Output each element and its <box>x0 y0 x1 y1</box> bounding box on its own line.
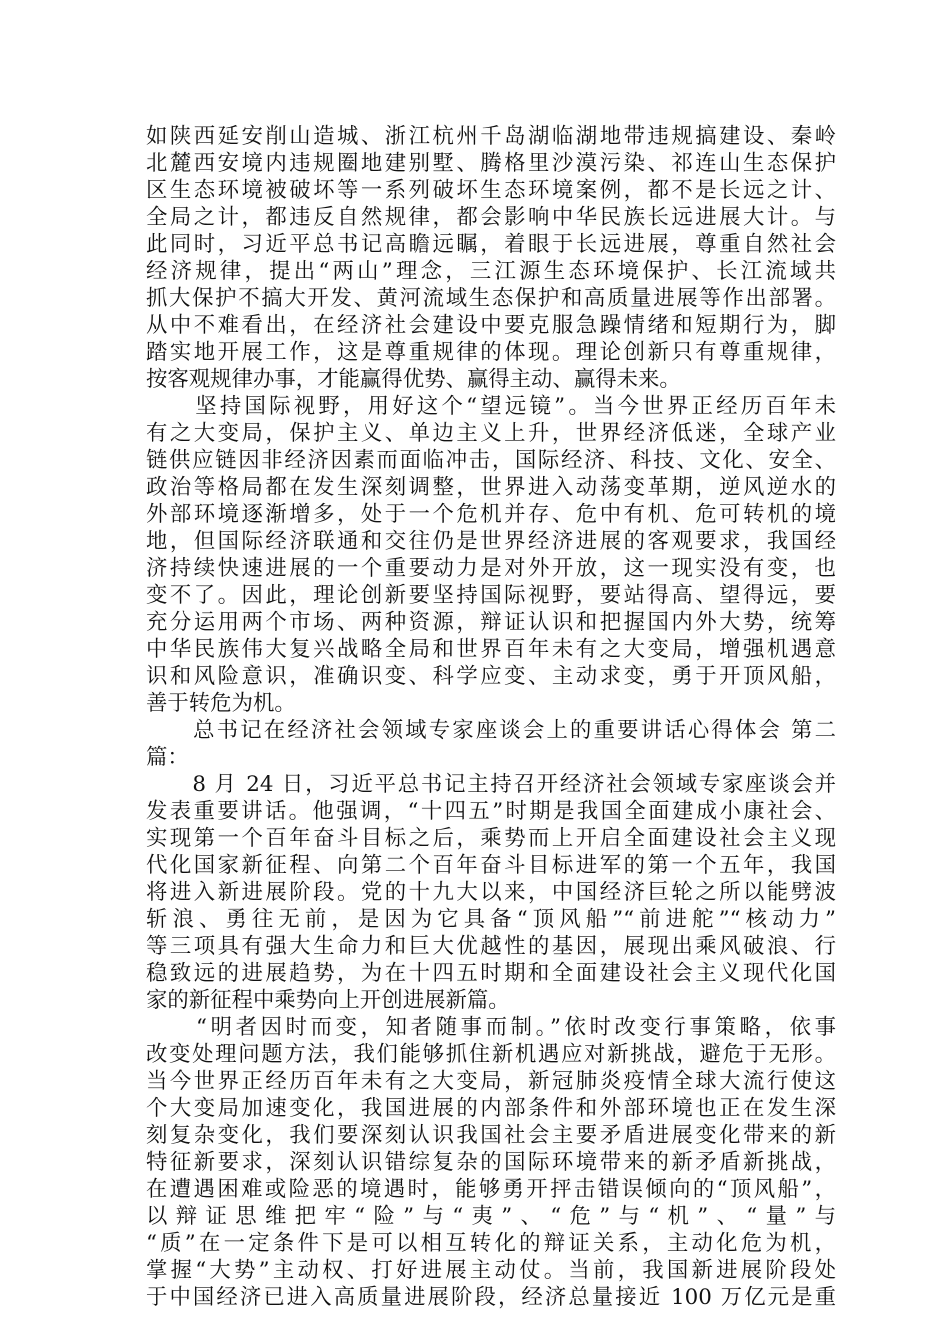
text-line: 识和风险意识，准确识变、科学应变、主动求变，勇于开顶风船， <box>146 664 836 689</box>
text-line: 改变处理问题方法，我们能够抓住新机遇应对新挑战，避危于无形。 <box>146 1042 836 1067</box>
text-line: “明者因时而变，知者随事而制。”依时改变行事策略，依事 <box>146 1015 836 1040</box>
text-line: 总书记在经济社会领域专家座谈会上的重要讲话心得体会 第二 <box>146 718 836 743</box>
text-line: 充分运用两个市场、两种资源，辩证认识和把握国内外大势，统筹 <box>146 610 836 635</box>
text-line: 个大变局加速变化，我国进展的内部条件和外部环境也正在发生深 <box>146 1096 836 1121</box>
text-line: 济持续快速进展的一个重要动力是对外开放，这一现实没有变，也 <box>146 556 836 581</box>
text-line: 刻复杂变化，我们要深刻认识我国社会主要矛盾进展变化带来的新 <box>146 1123 836 1148</box>
text-line: 链供应链因非经济因素而面临冲击，国际经济、科技、文化、安全、 <box>146 448 836 473</box>
text-line: 按客观规律办事，才能赢得优势、赢得主动、赢得未来。 <box>146 367 681 392</box>
text-line: 家的新征程中乘势向上开创进展新篇。 <box>146 988 510 1013</box>
text-line: 踏实地开展工作，这是尊重规律的体现。理论创新只有尊重规律， <box>146 340 836 365</box>
text-line: 此同时，习近平总书记高瞻远瞩，着眼于长远进展，尊重自然社会 <box>146 232 836 257</box>
text-line: 等三项具有强大生命力和巨大优越性的基因，展现出乘风破浪、行 <box>146 934 836 959</box>
text-line: 掌握“大势”主动权、打好进展主动仗。当前，我国新进展阶段处 <box>146 1258 836 1283</box>
text-line: 特征新要求，深刻认识错综复杂的国际环境带来的新矛盾新挑战， <box>146 1150 836 1175</box>
text-line: 中华民族伟大复兴战略全局和世界百年未有之大变局，增强机遇意 <box>146 637 836 662</box>
text-line: 将进入新进展阶段。党的十九大以来，中国经济巨轮之所以能劈波 <box>146 880 836 905</box>
text-line: 有之大变局，保护主义、单边主义上升，世界经济低迷，全球产业 <box>146 421 836 446</box>
text-line: 抓大保护不搞大开发、黄河流域生态保护和高质量进展等作出部署。 <box>146 286 836 311</box>
text-line: 从中不难看出，在经济社会建设中要克服急躁情绪和短期行为，脚 <box>146 313 836 338</box>
text-line: 坚持国际视野，用好这个“望远镜”。当今世界正经历百年未 <box>146 394 836 419</box>
text-line: 区生态环境被破坏等一系列破坏生态环境案例，都不是长远之计、 <box>146 178 836 203</box>
text-line: 在遭遇困难或险恶的境遇时，能够勇开抨击错误倾向的“顶风船”， <box>146 1177 836 1202</box>
text-line: 变不了。因此，理论创新要坚持国际视野，要站得高、望得远，要 <box>146 583 836 608</box>
text-line: 斩浪、勇往无前，是因为它具备“顶风船”“前进舵”“核动力” <box>146 907 836 932</box>
text-line: 外部环境逐渐增多，处于一个危机并存、危中有机、危可转机的境 <box>146 502 836 527</box>
text-line: 全局之计，都违反自然规律，都会影响中华民族长远进展大计。与 <box>146 205 836 230</box>
text-line: 经济规律，提出“两山”理念，三江源生态环境保护、长江流域共 <box>146 259 836 284</box>
text-line: 代化国家新征程、向第二个百年奋斗目标进军的第一个五年，我国 <box>146 853 836 878</box>
text-line: 于中国经济已进入高质量进展阶段，经济总量接近 100 万亿元是重 <box>146 1285 836 1310</box>
text-line: 篇： <box>146 745 189 770</box>
text-line: 实现第一个百年奋斗目标之后，乘势而上开启全面建设社会主义现 <box>146 826 836 851</box>
text-line: 如陕西延安削山造城、浙江杭州千岛湖临湖地带违规搞建设、秦岭 <box>146 124 836 149</box>
text-line: 稳致远的进展趋势，为在十四五时期和全面建设社会主义现代化国 <box>146 961 836 986</box>
text-line: 当今世界正经历百年未有之大变局，新冠肺炎疫情全球大流行使这 <box>146 1069 836 1094</box>
text-line: 8 月 24 日，习近平总书记主持召开经济社会领域专家座谈会并 <box>146 772 836 797</box>
text-line: 发表重要讲话。他强调，“十四五”时期是我国全面建成小康社会、 <box>146 799 836 824</box>
text-line: “质”在一定条件下是可以相互转化的辩证关系，主动化危为机， <box>146 1231 836 1256</box>
text-line: 地，但国际经济联通和交往仍是世界经济进展的客观要求，我国经 <box>146 529 836 554</box>
text-line: 北麓西安境内违规圈地建别墅、腾格里沙漠污染、祁连山生态保护 <box>146 151 836 176</box>
text-line: 以辩证思维把牢“险”与“夷”、“危”与“机”、“量”与 <box>146 1204 836 1229</box>
text-line: 善于转危为机。 <box>146 691 296 716</box>
text-line: 政治等格局都在发生深刻调整，世界进入动荡变革期，逆风逆水的 <box>146 475 836 500</box>
